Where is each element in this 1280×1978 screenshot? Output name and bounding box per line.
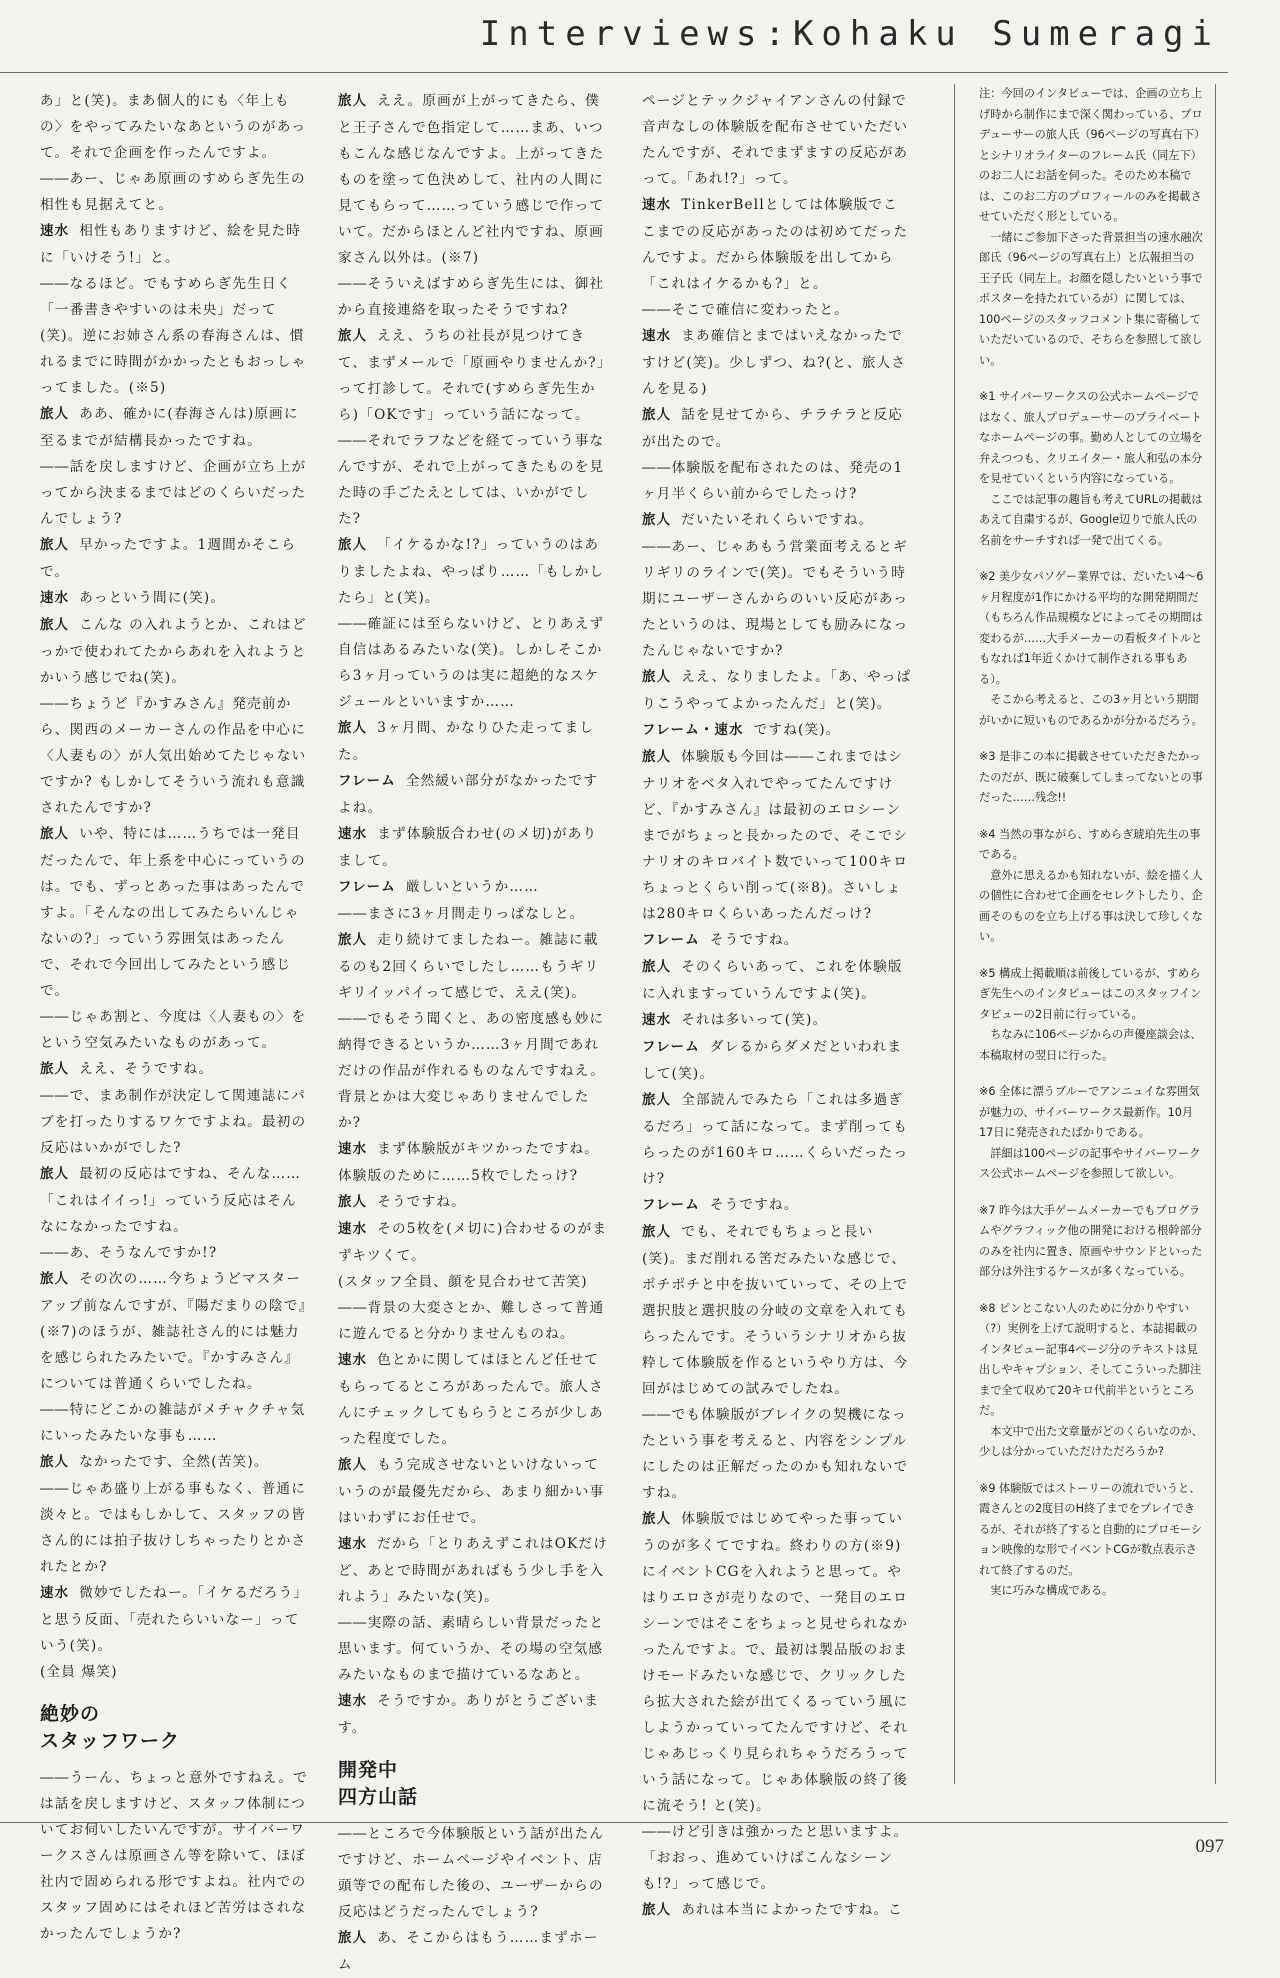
utterance-text: ――まさに3ヶ月間走りっぱなしと。 — [338, 906, 585, 922]
utterance-text: 全部読んでみたら「これは多過ぎるだろ」って話になって。まず削ってもらったのが160キロ……くらいだったっけ? — [642, 1092, 909, 1187]
footnote-paragraph: ※8 ピンとこない人のために分かりやすい（?）実例を上げて説明すると、本誌掲載のインタビュー記事4ページ分のテキストは見出しやキャプション、そしてこういった脚注まで全て収めて20キロ代前半というところだ。 — [979, 1301, 1202, 1417]
interviewer-line — [642, 297, 912, 323]
footnote — [979, 567, 1205, 731]
footnote-paragraph: ※2 美少女パソゲー業界では、だいたい4～6ヶ月程度が1作にかける平均的な開発期間だ（もちろん作品規模などによってその期間は変わるが……大手メーカーの看板タイトルともなれば1年近くかけて制作される事もある）。 — [979, 570, 1204, 686]
interviewer-line — [642, 88, 912, 192]
interviewer-line — [40, 1240, 310, 1266]
speaker-name: フレーム — [642, 1198, 700, 1213]
utterance-text: ――特にどこかの雑誌がメチャクチャ気にいったみたいな事も…… — [40, 1402, 306, 1444]
utterance-text: 体験版ではじめてやった事っていうのが多くてですね。終わりの方(※9)にイベントCGを入れようと思って。やはりエロさが売りなので、一発目のエロシーンではそこをちょっと見せられなかったんですよ。で、最初は製品版のおまけモードみたいな感じで、クリックしたら拡大された絵が出てくるっていう風にしようかっていってたんですけど、それじゃあじっくり見られちゃうだろうっていう話になって。じゃあ体験版の終了後に流そう! と(笑)。 — [642, 1511, 909, 1814]
footnote-paragraph: ※6 全体に漂うブルーでアンニュイな雰囲気が魅力の、サイバーワークス最新作。10月17日に発売されたばかりである。 — [979, 1085, 1200, 1139]
utterance-text: (スタッフ全員、顔を見合わせて苦笑) — [338, 1274, 588, 1290]
speaker-line — [40, 585, 310, 612]
interviewer-line — [338, 1269, 608, 1295]
speaker-line — [40, 612, 310, 691]
speaker-line — [642, 1219, 912, 1402]
footnotes-sidebar — [954, 84, 1216, 1784]
utterance-text: そうですね。 — [709, 932, 799, 948]
interviewer-line — [40, 1004, 310, 1056]
interviewer-line — [338, 611, 608, 715]
utterance-text: ――でもそう聞くと、あの密度感も妙に納得できるというか……3ヶ月間であれだけの作品が作れるものなんですねえ。背景とかは大変じゃありませんでしたか? — [338, 1011, 606, 1131]
speaker-line — [642, 927, 912, 954]
interviewer-line — [40, 1476, 310, 1580]
speaker-name: 旅人 — [642, 1512, 672, 1527]
speaker-line — [642, 192, 912, 297]
speaker-line — [40, 401, 310, 454]
speaker-line — [642, 1506, 912, 1819]
speaker-line — [642, 717, 912, 744]
speaker-name: 旅人 — [338, 1195, 368, 1210]
utterance-text: ――で、まあ制作が決定して関連誌にパブを打ったりするワケですよね。最初の反応はいかがでした? — [40, 1088, 307, 1156]
interviewer-line — [338, 1821, 608, 1925]
speaker-line — [338, 1189, 608, 1216]
utterance-text: ――けど引きは強かったと思いますよ。「おおっ、進めていけばこんなシーンも!?」って感じで。 — [642, 1824, 909, 1892]
speaker-line — [338, 323, 608, 428]
interviewer-line — [642, 1402, 912, 1506]
speaker-name: 旅人 — [40, 1062, 70, 1077]
utterance-text: 3ヶ月間、かなりひた走ってました。 — [338, 720, 595, 763]
speaker-line — [40, 1056, 310, 1083]
utterance-text: ――話を戻しますけど、企画が立ち上がってから決まるまではどのくらいだったんでしょう? — [40, 459, 307, 527]
utterance-text: それは多いって(笑)。 — [681, 1012, 828, 1028]
speaker-line — [642, 1034, 912, 1087]
utterance-text: まず体験版合わせ(のメ切)がありまして。 — [338, 826, 598, 869]
utterance-text: でも、それでもちょっと長い(笑)。まだ削れる筈だみたいな感じで、ポチポチと中を抜いていって、その上で選択肢と選択肢の分岐の文章を入れてもらったんです。そういうシナリオから抜粋して体験版を作るというやり方は、今回がはじめての試みでしたね。 — [642, 1224, 909, 1397]
speaker-name: 旅人 — [642, 1093, 672, 1108]
utterance-text: あ、そこからはもう……まずホーム — [338, 1930, 599, 1973]
speaker-line — [338, 1347, 608, 1452]
speaker-line — [40, 1449, 310, 1476]
speaker-line — [642, 1087, 912, 1192]
interview-column-3 — [642, 88, 912, 1924]
footnote-paragraph: 一緒にご参加下さった背景担当の速水融次郎氏（96ページの写真右上）と広報担当の王子氏（同左上。お顔を隠したいという事でポスターを持たれているが）に関しては、100ページのスタッフコメント集に寄稿していただいているので、そちらを参照して欲しい。 — [979, 230, 1203, 367]
utterance-text: 厳しいというか…… — [405, 879, 539, 895]
speaker-line — [338, 768, 608, 821]
utterance-text: ええ。原画が上がってきたら、僕と王子さんで色指定して……まあ、いつもこんな感じなんですよ。上がってきたものを塗って色決めして、社内の人間に見てもらって……っていう感じで作っていて。だからほとんど社内ですね、原画家さん以外は。(※7) — [338, 93, 605, 266]
utterance-text: ですね(笑)。 — [753, 722, 841, 738]
interviewer-line — [642, 1819, 912, 1897]
interviewer-line — [40, 88, 310, 166]
speaker-name: 旅人 — [338, 538, 368, 553]
speaker-name: 旅人 — [40, 1167, 70, 1182]
interviewer-line — [338, 1295, 608, 1347]
utterance-text: あれは本当によかったですね。こ — [681, 1902, 904, 1918]
speaker-name: 速水 — [338, 1694, 368, 1709]
speaker-name: 速水 — [642, 1013, 672, 1028]
header-rule — [0, 72, 1228, 73]
utterance-text: ――うーん、ちょっと意外ですねえ。では話を戻しますけど、スタッフ体制についてお伺いしたいんですが。サイバーワークスさんは原画さん等を除いて、ほぼ社内で固められる形ですよね。社内でのスタッフ固めにはそれほど苦労はされなかったんでしょうか? — [40, 1770, 308, 1942]
utterance-text: 話を見せてから、チラチラと反応が出たので。 — [642, 407, 904, 450]
speaker-name: 旅人 — [338, 1458, 368, 1473]
interviewer-line — [642, 534, 912, 664]
utterance-text: ――実際の話、素晴らしい背景だったと思います。何ていうか、その場の空気感みたいなものまで描けているなあと。 — [338, 1615, 605, 1683]
footnote-paragraph: そこから考えると、この3ヶ月という期間がいかに短いものであるかが分かるだろう。 — [979, 693, 1203, 727]
utterance-text: ええ、そうですね。 — [79, 1061, 214, 1077]
speaker-name: 速水 — [338, 1537, 368, 1552]
utterance-text: ――背景の大変さとか、難しさって普通に遊んでると分かりませんものね。 — [338, 1300, 605, 1342]
utterance-text: だいたいそれくらいですね。 — [681, 512, 874, 528]
footnote-paragraph: ※4 当然の事ながら、すめらぎ琥珀先生の事である。 — [979, 827, 1201, 861]
speaker-name: 旅人 — [642, 750, 672, 765]
speaker-line — [40, 532, 310, 585]
speaker-name: 旅人 — [40, 618, 70, 633]
utterance-text: ダレるからダメだといわれまして(笑)。 — [642, 1039, 903, 1082]
footnote-paragraph: ここでは記事の趣旨も考えてURLの掲載はあえて自粛するが、Google辺りで旅人氏の名前をサーチすれば一発で出てくる。 — [979, 492, 1203, 547]
utterance-text: 微妙でしたねー。「イケるだろう」と思う反面、「売れたらいいなー」っていう(笑)。 — [40, 1585, 309, 1654]
utterance-text: ――確証には至らないけど、とりあえず自信はあるみたいな(笑)。しかしそこから3ヶ月っていうのは実に超絶的なスケジュールといいますか…… — [338, 616, 605, 710]
interviewer-line — [40, 1397, 310, 1449]
utterance-text: こんな の入れようとか、これはどっかで使われてたからあれを入れようとかいう感じでね(笑)。 — [40, 617, 307, 686]
utterance-text: ええ、なりましたよ。「あ、やっぱりこうやってよかったんだ」と(笑)。 — [642, 669, 912, 712]
utterance-text: 相性もありますけど、絵を見た時に「いけそう!」と。 — [40, 223, 302, 266]
utterance-text: もう完成させないといけないっていうのが最優先だから、あまり細かい事はいわずにお任せで。 — [338, 1457, 605, 1526]
utterance-text: (全員 爆笑) — [40, 1664, 118, 1680]
speaker-line — [40, 1161, 310, 1240]
page-title: Interviews:Kohaku Sumeragi — [479, 14, 1220, 54]
speaker-name: 旅人 — [338, 1931, 368, 1946]
interview-column-1 — [40, 88, 310, 1947]
interviewer-line — [40, 691, 310, 821]
utterance-text: そのくらいあって、これを体験版に入れますっていうんですよ(笑)。 — [642, 959, 903, 1002]
speaker-name: 旅人 — [642, 408, 672, 423]
speaker-line — [642, 664, 912, 717]
utterance-text: ――じゃあ盛り上がる事もなく、普通に淡々と。ではもしかして、スタッフの皆さん的には拍子抜けしちゃったりとかされたとか? — [40, 1481, 307, 1575]
speaker-line — [642, 323, 912, 402]
footnote — [979, 964, 1205, 1067]
speaker-name: 旅人 — [40, 827, 70, 842]
speaker-line — [338, 532, 608, 611]
footnote-paragraph: ※3 是非この本に掲載させていただきたかったのだが、既に破棄してしまってないとの事だった……残念!! — [979, 750, 1203, 804]
utterance-text: 全然緩い部分がなかったですよね。 — [338, 773, 599, 816]
speaker-name: 旅人 — [338, 329, 368, 344]
footnote-paragraph: 実に巧みな構成である。 — [990, 1584, 1114, 1597]
speaker-name: 速水 — [338, 1222, 368, 1237]
footnote — [979, 747, 1205, 809]
speaker-line — [642, 507, 912, 534]
speaker-name: 速水 — [40, 1586, 70, 1601]
footnote-paragraph: ※5 構成上掲載順は前後しているが、すめらぎ先生へのインタビューはこのスタッフインタビューの2日前に行っている。 — [979, 966, 1202, 1021]
speaker-name: 速水 — [40, 591, 70, 606]
speaker-line — [40, 821, 310, 1004]
utterance-text: ――でも体験版がブレイクの契機になったという事を考えると、内容をシンプルにしたのは正解だったのかも知れないですね。 — [642, 1407, 909, 1501]
footnote — [979, 1479, 1205, 1602]
speaker-name: フレーム — [338, 880, 396, 895]
footnote — [979, 1299, 1205, 1463]
utterance-text: まず体験版がキツかったですね。体験版のために……5枚でしたっけ? — [338, 1141, 600, 1184]
footnote — [979, 387, 1205, 551]
speaker-line — [40, 218, 310, 271]
interviewer-line — [338, 428, 608, 532]
speaker-line — [338, 1136, 608, 1189]
footnote-paragraph: ※1 サイバーワークスの公式ホームページではなく、旅人プロデューサーのプライベートなホームページの事。勤め人としての立場を弁えつつも、クリエイター・旅人和弘の本分を見せていくという内容になっている。 — [979, 390, 1203, 485]
speaker-line — [338, 1452, 608, 1531]
utterance-text: まあ確信とまではいえなかったですけど(笑)。少しずつ、ね?(と、旅人さんを見る) — [642, 328, 907, 397]
utterance-text: その5枚を(メ切に)合わせるのがまずキツくて。 — [338, 1221, 608, 1264]
speaker-name: フレーム — [338, 774, 396, 789]
speaker-line — [338, 1688, 608, 1741]
interviewer-line — [338, 1006, 608, 1136]
speaker-line — [338, 1216, 608, 1269]
speaker-line — [642, 954, 912, 1007]
utterance-text: 早かったですよ。1週間かそこらで。 — [40, 537, 297, 580]
utterance-text: 走り続けてましたねー。雑誌に載るのも2回くらいでしたし……もうギリギリイッパイって感じで、ええ(笑)。 — [338, 932, 600, 1001]
utterance-text: ええ、うちの社長が見つけてきて、まずメールで「原画やりませんか?」って打診して。それで(すめらぎ先生から)「OKです」っていう話になって。 — [338, 328, 605, 423]
utterance-text: あ」と(笑)。まあ個人的にも〈年上もの〉をやってみたいなあというのがあって。それで企画を作ったんですよ。 — [40, 93, 307, 161]
utterance-text: ――そこで確信に変わったと。 — [642, 302, 849, 318]
speaker-name: 旅人 — [642, 670, 672, 685]
interviewer-line — [338, 271, 608, 323]
speaker-name: 旅人 — [338, 721, 368, 736]
speaker-name: フレーム・速水 — [642, 723, 744, 738]
utterance-text: だから「とりあえずこれはOKだけど、あとで時間があればもう少し手を入れよう」みたいな(笑)。 — [338, 1536, 608, 1605]
speaker-name: 旅人 — [642, 513, 672, 528]
speaker-name: 速水 — [338, 1353, 368, 1368]
interviewer-line — [40, 1083, 310, 1161]
speaker-line — [642, 744, 912, 927]
speaker-line — [338, 1925, 608, 1978]
utterance-text: 「イケるかな!?」っていうのはありましたよね、やっぱり……「もしかしたら」と(笑)。 — [338, 537, 605, 606]
footnote-paragraph: 意外に思えるかも知れないが、絵を描く人の個性に合わせて企画をセレクトしたり、企画そのものを立ち上げる事は決して珍しくない。 — [979, 868, 1203, 943]
interviewer-line — [40, 454, 310, 532]
utterance-text: ――あー、じゃあ原画のすめらぎ先生の相性も見据えてと。 — [40, 171, 306, 213]
speaker-name: 速水 — [642, 198, 672, 213]
footnote-paragraph: ちなみに106ページからの声優座談会は、本稿取材の翌日に行った。 — [979, 1028, 1202, 1062]
speaker-name: 旅人 — [40, 407, 70, 422]
utterance-text: そうですか。ありがとうございます。 — [338, 1693, 600, 1736]
footnote — [979, 1201, 1205, 1283]
utterance-text: ――ちょうど『かすみさん』発売前から、関西のメーカーさんの作品を中心に〈人妻もの〉が人気出始めてたじゃないですか? もしかしてそういう流れも意識されたんですか? — [40, 696, 307, 816]
interviewer-line — [338, 901, 608, 927]
speaker-name: 速水 — [40, 224, 70, 239]
footnote — [979, 825, 1205, 948]
utterance-text: ――ところで今体験版という話が出たんですけど、ホームページやイベント、店頭等での配布した後の、ユーザーからの反応はどうだったんでしょう? — [338, 1826, 605, 1920]
speaker-name: フレーム — [642, 933, 700, 948]
section-heading: 絶妙の スタッフワーク — [40, 1703, 181, 1752]
speaker-name: 速水 — [338, 1142, 368, 1157]
speaker-name: 速水 — [642, 329, 672, 344]
speaker-line — [338, 927, 608, 1006]
utterance-text: ――体験版を配布されたのは、発売の1ヶ月半くらい前からでしたっけ? — [642, 460, 904, 502]
speaker-line — [40, 1266, 310, 1397]
utterance-text: TinkerBellとしては体験版でここまでの反応があったのは初めてだったんですよ。だから体験版を出してから「これはイケるかも?」と。 — [642, 197, 909, 292]
interviewer-line — [642, 455, 912, 507]
utterance-text: ――なるほど。でもすめらぎ先生日く「一番書きやすいのは未央」だって(笑)。逆にお姉さん系の春海さんは、慣れるまでに時間がかかったともおっしゃってました。(※5) — [40, 276, 307, 396]
utterance-text: 最初の反応はですね、そんな……「これはイイっ!」っていう反応はそんなになかったですね。 — [40, 1166, 302, 1235]
utterance-text: ――そういえばすめらぎ先生には、御社から直接連絡を取ったそうですね? — [338, 276, 605, 318]
speaker-line — [642, 1897, 912, 1924]
speaker-line — [338, 715, 608, 768]
interviewer-line — [40, 166, 310, 218]
interviewer-line — [40, 271, 310, 401]
utterance-text: ページとテックジャイアンさんの付録で音声なしの体験版を配布させていただいたんですが、それでまずますの反応があって。「あれ!?」って。 — [642, 93, 909, 187]
footer-rule — [0, 1822, 1228, 1823]
speaker-line — [338, 821, 608, 874]
utterance-text: ああ、確かに(春海さんは)原画に至るまでが結構長かったですね。 — [40, 406, 299, 449]
page-number: 097 — [1195, 1836, 1224, 1857]
utterance-text: ――あー、じゃあもう営業面考えるとギリギリのラインで(笑)。でもそういう時期にユーザーさんからのいい反応があったというのは、現場としても励みになったんじゃないですか? — [642, 539, 909, 659]
speaker-name: 旅人 — [40, 1455, 70, 1470]
utterance-text: なかったです、全然(苦笑)。 — [79, 1454, 269, 1470]
speaker-name: 旅人 — [642, 1225, 672, 1240]
utterance-text: ――じゃあ割と、今度は〈人妻もの〉をという空気みたいなものがあって。 — [40, 1009, 307, 1051]
footnote-paragraph: ※9 体験版ではストーリーの流れでいうと、霞さんとの2度目のH終了までをプレイできるが、それが終了すると自動的にプロモーション映像的な形でイベントCGが数点表示されて終了するのだ。 — [979, 1481, 1203, 1577]
interviewer-line — [338, 1610, 608, 1688]
speaker-name: 旅人 — [642, 960, 672, 975]
utterance-text: ――あ、そうなんですか!? — [40, 1245, 218, 1261]
speaker-name: 旅人 — [40, 1272, 70, 1287]
interviewer-line — [40, 1659, 310, 1685]
speaker-line — [338, 88, 608, 271]
footnote — [979, 1082, 1205, 1185]
utterance-text: そうですね。 — [709, 1197, 799, 1213]
speaker-name: フレーム — [642, 1040, 700, 1055]
utterance-text: ――それでラフなどを経てっていう事なんですが、それで上がってきたものを見た時の手ごたえとしては、いかがでした? — [338, 433, 605, 527]
speaker-name: 旅人 — [40, 538, 70, 553]
utterance-text: 色とかに関してはほとんど任せてもらってるところがあったんで。旅人さんにチェックしてもらうところが少しあった程度でした。 — [338, 1352, 604, 1447]
footnote-paragraph: 注：今回のインタビューでは、企画の立ち上げ時から制作にまで深く関わっている、プロデューサーの旅人氏（96ページの写真右下）とシナリオライターのフレーム氏（同左下）のお二人にお話を伺った。そのため本稿では、このお二方のプロフィールのみを掲載させていただく形としている。 — [979, 87, 1203, 223]
speaker-line — [338, 874, 608, 901]
interviewer-line — [40, 1765, 310, 1947]
speaker-name: 速水 — [338, 827, 368, 842]
speaker-name: 旅人 — [338, 94, 368, 109]
utterance-text: そうですね。 — [377, 1194, 466, 1210]
utterance-text: いや、特には……うちでは一発目だったんで、年上系を中心にっていうのは。でも、ずっとあった事はあったんですよ。「そんなの出してみたらいんじゃないの?」っていう雰囲気はあったんで、それで今回出してみたという感じで。 — [40, 826, 306, 999]
speaker-name: 旅人 — [642, 1903, 672, 1918]
utterance-text: 体験版も今回は――これまではシナリオをベタ入れでやってたんですけど、『かすみさん』は最初のエロシーンまでがちょっと長かったので、そこでシナリオのキロバイト数でいって100キロちょっとくらい削って(※8)。さいしょは280キロくらいあったんだっけ? — [642, 749, 909, 922]
section-heading: 開発中 四方山話 — [338, 1759, 419, 1808]
speaker-line — [642, 1192, 912, 1219]
footnote-paragraph: ※7 昨今は大手ゲームメーカーでもプログラムやグラフィック他の開発における根幹部分のみを社内に置き、原画やサウンドといった部分は外注するケースが多くなっている。 — [979, 1203, 1203, 1278]
utterance-text: あっという間に(笑)。 — [79, 590, 226, 606]
speaker-line — [642, 1007, 912, 1034]
speaker-line — [642, 402, 912, 455]
utterance-text: その次の……今ちょうどマスターアップ前なんですが、『陽だまりの陰で』(※7)のほうが、雑誌社さん的には魅力を感じられたみたいで。『かすみさん』については普通くらいでしたね。 — [40, 1271, 307, 1392]
interview-column-2 — [338, 88, 608, 1978]
speaker-name: 旅人 — [338, 933, 368, 948]
footnote — [979, 84, 1205, 371]
speaker-line — [40, 1580, 310, 1659]
speaker-line — [338, 1531, 608, 1610]
footnote-paragraph: 詳細は100ページの記事やサイバーワークス公式ホームページを参照して欲しい。 — [979, 1146, 1201, 1180]
footnote-paragraph: 本文中で出た文章量がどのくらいなのか、少しは分かっていただけただろうか? — [979, 1424, 1203, 1458]
